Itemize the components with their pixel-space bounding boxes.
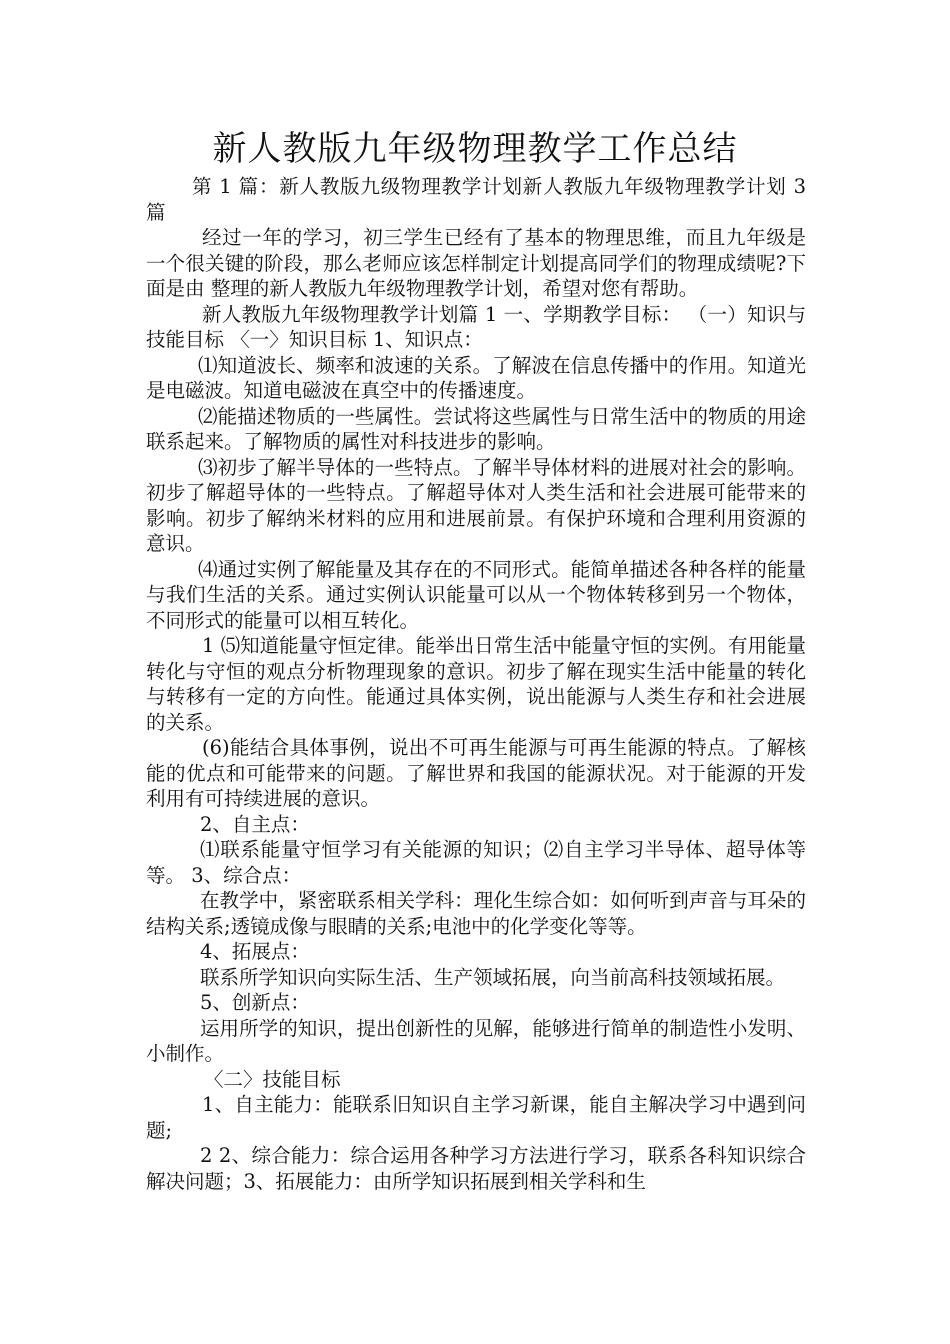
paragraph: 1 ⑸知道能量守恒定律。能举出日常生活中能量守恒的实例。有用能量转化与守恒的观点分析物理现象的意识。初步了解在现实生活中能量的转化与转移有一定的方向性。能通过具体实例，说出能源与人类生存和社会进展的关系。 bbox=[146, 634, 806, 734]
paragraph: (6)能结合具体事例，说出不可再生能源与可再生能源的特点。了解核能的优点和可能带来的问题。了解世界和我国的能源状况。对于能源的开发利用有可持续进展的意识。 bbox=[146, 736, 806, 810]
paragraph: ⑵能描述物质的一些属性。尝试将这些属性与日常生活中的物质的用途联系起来。了解物质的属性对科技进步的影响。 bbox=[146, 404, 806, 453]
paragraph: 运用所学的知识，提出创新性的见解，能够进行简单的制造性小发明、小制作。 bbox=[146, 1016, 806, 1065]
paragraph: ⑴联系能量守恒学习有关能源的知识；⑵自主学习半导体、超导体等等。 3、综合点： bbox=[146, 838, 806, 887]
document-title: 新人教版九年级物理教学工作总结 bbox=[212, 129, 738, 169]
paragraph: ⑴知道波长、频率和波速的关系。了解波在信息传播中的作用。知道光是电磁波。知道电磁波在真空中的传播速度。 bbox=[146, 353, 806, 402]
paragraph: ⑶初步了解半导体的一些特点。了解半导体材料的进展对社会的影响。初步了解超导体的一些特点。了解超导体对人类生活和社会进展可能带来的影响。初步了解纳米材料的应用和进展前景。有保护环境和合理利用资源的意识。 bbox=[146, 455, 806, 555]
paragraph: 第 1 篇：新人教版九级物理教学计划新人教版九年级物理教学计划 3 篇 bbox=[146, 175, 806, 224]
paragraph: 经过一年的学习，初三学生已经有了基本的物理思维，而且九年级是一个很关键的阶段，那么老师应该怎样制定计划提高同学们的物理成绩呢?下面是由 整理的新人教版九年级物理教学计划，希望对您有帮助。 bbox=[146, 226, 806, 300]
paragraph: 2、自主点： bbox=[200, 812, 310, 836]
paragraph: 5、创新点： bbox=[200, 991, 310, 1014]
paragraph: 〈二〉技能目标 bbox=[204, 1067, 341, 1091]
paragraph: ⑷通过实例了解能量及其存在的不同形式。能简单描述各种各样的能量与我们生活的关系。通过实例认识能量可以从一个物体转移到另一个物体，不同形式的能量可以相互转化。 bbox=[146, 557, 806, 632]
paragraph: 联系所学知识向实际生活、生产领域拓展，向当前高科技领域拓展。 bbox=[200, 965, 786, 989]
paragraph: 新人教版九年级物理教学计划篇 1 一、学期教学目标： （一）知识与技能目标 〈一〉知识目标 1、知识点： bbox=[146, 302, 806, 351]
document-body bbox=[146, 174, 806, 1194]
paragraph: 4、拓展点： bbox=[200, 940, 310, 963]
paragraph: 在教学中，紧密联系相关学科：理化生综合如：如何听到声音与耳朵的结构关系;透镜成像与眼睛的关系;电池中的化学变化等等。 bbox=[146, 889, 806, 938]
paragraph: 1、自主能力：能联系旧知识自主学习新课，能自主解决学习中遇到问题; bbox=[146, 1093, 806, 1142]
paragraph: 2 2、综合能力：综合运用各种学习方法进行学习，联系各科知识综合解决问题；3、拓展能力：由所学知识拓展到相关学科和生 bbox=[146, 1144, 806, 1193]
